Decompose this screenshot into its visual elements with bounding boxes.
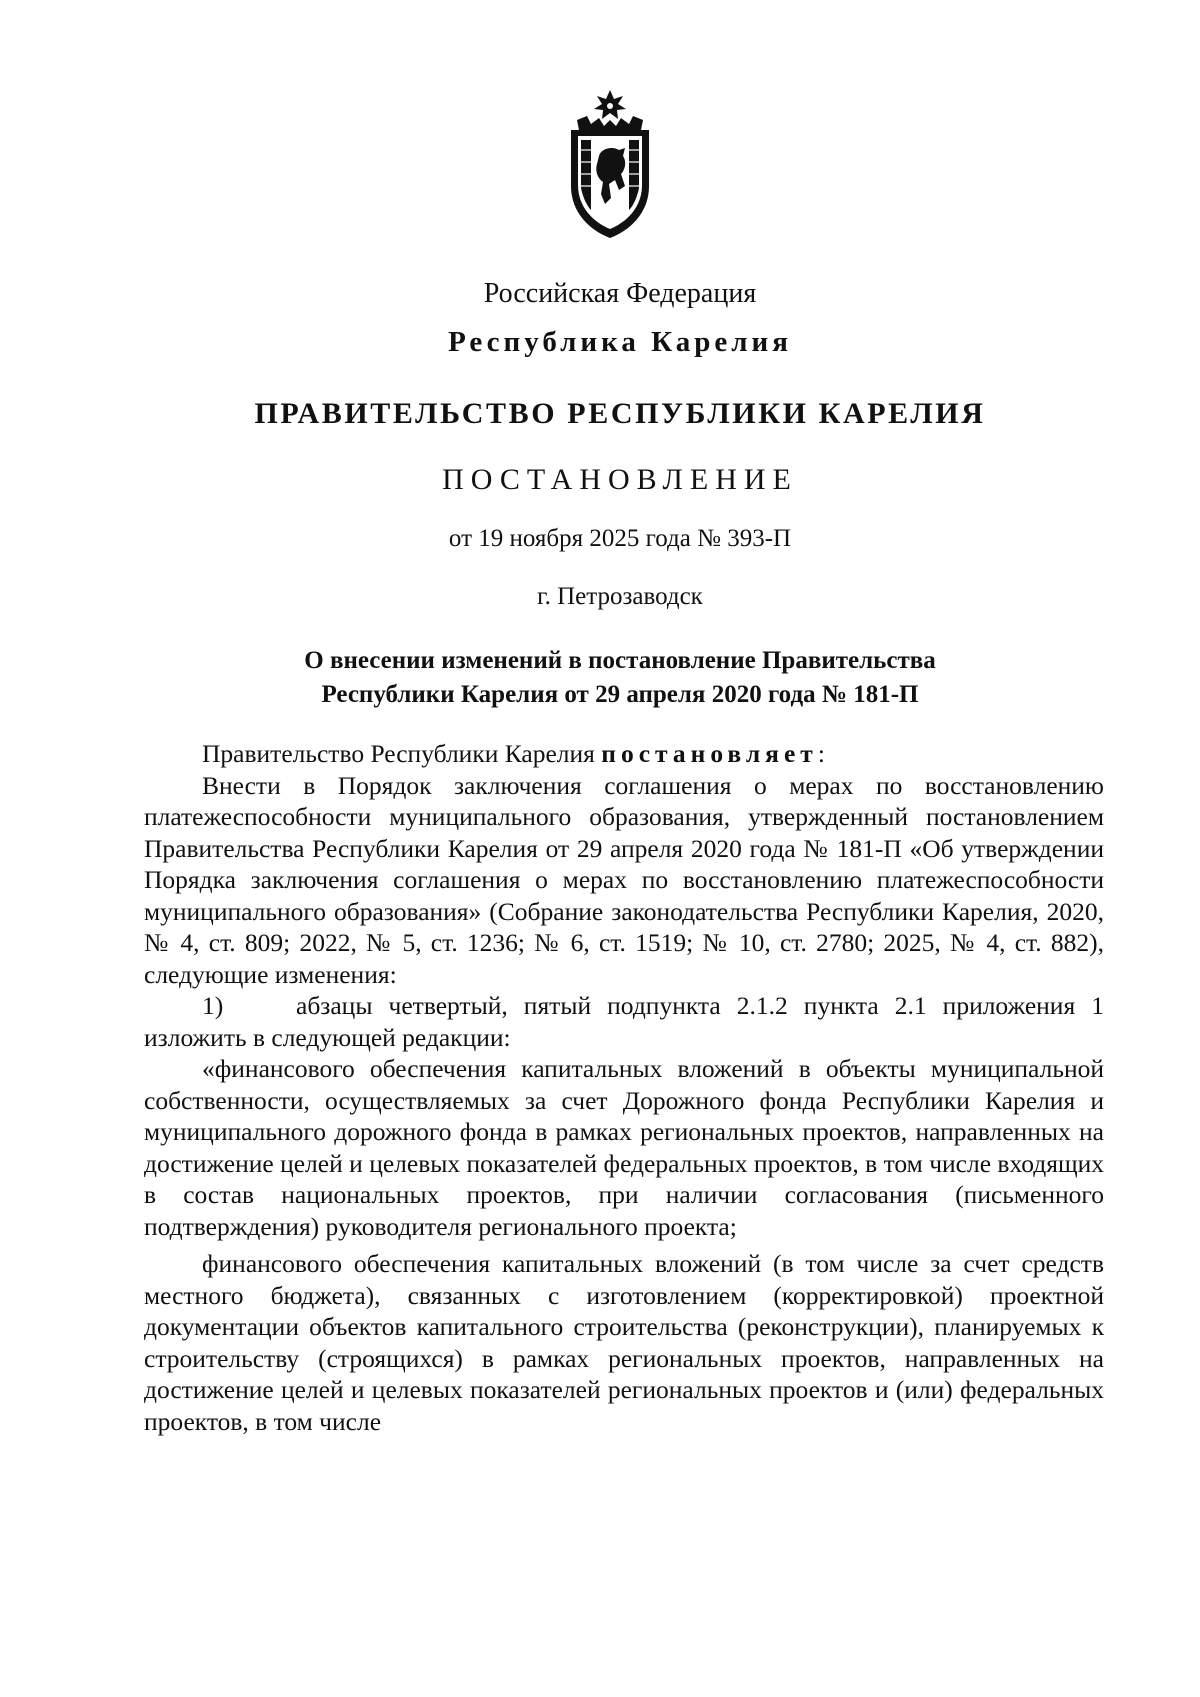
government-name: ПРАВИТЕЛЬСТВО РЕСПУБЛИКИ КАРЕЛИЯ [254,397,986,430]
karelia-coat-of-arms-icon [565,90,655,240]
body-paragraph-1: Внести в Порядок заключения соглашения о мерах по восстановлению платежеспособности муниципального образования, утвержденный постановлением Правительства Республики Карелия от 29 апреля 2020 года № 181-П «Об утверждении Порядка заключения соглашения о мерах по восстановлению платежеспособности муниципального образования» (Собрание законодательства Республики Карелия, 2020, № 4, ст. 809; 2022, № 5, ст. 1236; № 6, ст. 1519; № 10, ст. 2780; 2025, № 4, ст. 882), следующие изменения: [144,770,1104,989]
country-name: Российская Федерация [483,278,757,309]
quoted-paragraph-1: «финансового обеспечения капитальных вложений в объекты муниципальной собственности, осуществляемых за счет Дорожного фонда Республики Карелия и муниципального дорожного фонда в рамках региональных проектов, направленных на достижение целей и целевых показателей федеральных проектов, в том числе входящих в состав национальных проектов, при наличии согласования (письменного подтверждения) руководителя регионального проекта; [144,1054,1104,1241]
decree-verb: постановляет [601,739,818,768]
document-city: г. Петрозаводск [537,583,703,610]
quoted-paragraph-2: финансового обеспечения капитальных вложений (в том числе за счет средств местного бюджета), связанных с изготовлением (корректировкой) проектной документации объектов капитального строительства (реконструкции), планируемых к строительству (строящихся) в рамках региональных проектов, направленных на достижение целей и целевых показателей региональных проектов и (или) федеральных проектов, в том числе [144,1249,1104,1436]
decree-statement [144,738,1104,770]
document-title-line-2: Республики Карелия от 29 апреля 2020 года № 181-П [321,681,919,708]
list-item-number: 1) [202,991,224,1020]
decree-lead: Правительство Республики Карелия [202,739,602,768]
document-title-line-1: О внесении изменений в постановление Правительства [304,647,936,674]
list-item-text: абзацы четвертый, пятый подпункта 2.1.2 пункта 2.1 приложения 1 изложить в следующей редакции: [144,991,1104,1052]
document-title [0,644,1200,712]
document-date-number: от 19 ноября 2025 года № 393-П [448,525,792,552]
republic-name: Республика Карелия [448,326,792,358]
decree-colon: : [817,739,825,768]
document-body [144,738,1104,1437]
document-type: ПОСТАНОВЛЕНИЕ [442,463,798,496]
list-item-1 [144,990,1104,1053]
